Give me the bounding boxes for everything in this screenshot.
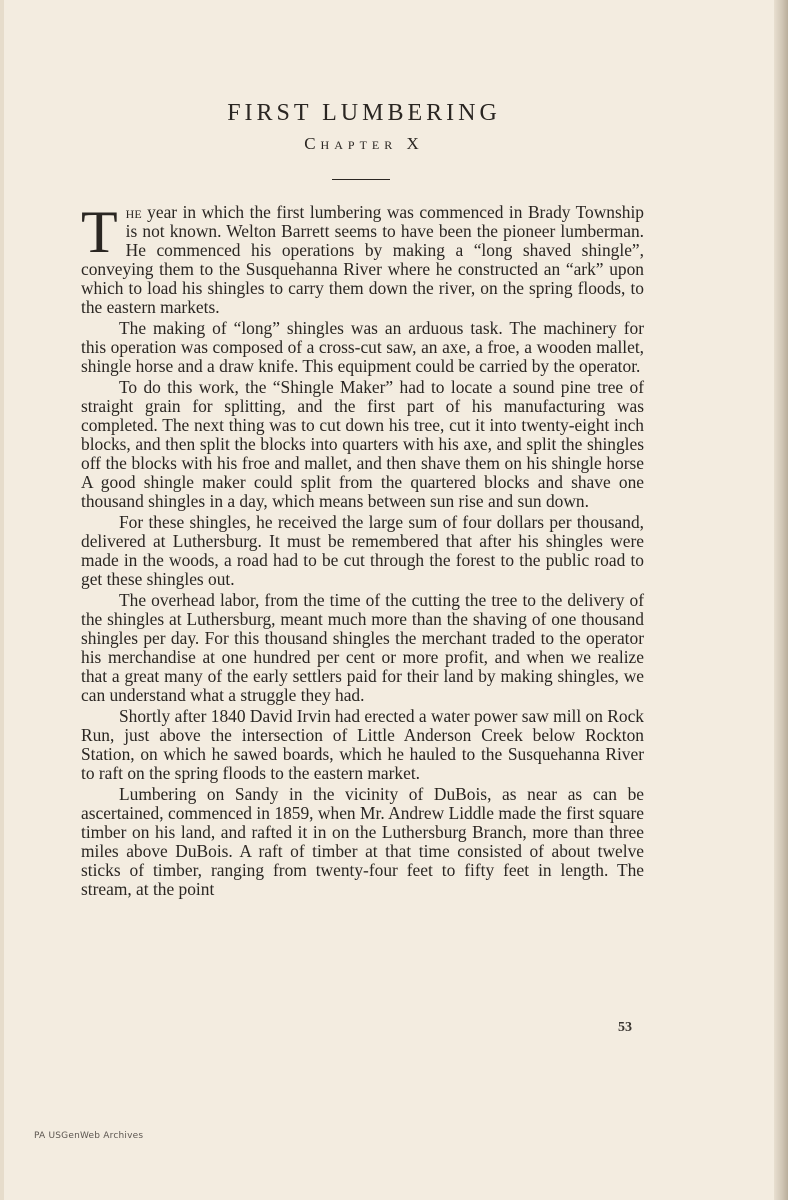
chapter-number: Chapter X bbox=[304, 134, 424, 153]
title-divider bbox=[332, 179, 390, 180]
paragraph-5: The overhead labor, from the time of the cutting the tree to the delivery of the shingles at Luthersburg, meant much more than the shaving of one thousand shingles per day. For this thousand shingles the merchant traded to the operator his merchandise at one hundred per cent or more profit, and when we realize that a great many of the early settlers paid for their land by making shingles, we can understand what a struggle they had. bbox=[81, 589, 644, 706]
paragraph-1 bbox=[81, 199, 644, 318]
book-spine-edge bbox=[774, 0, 788, 1200]
page-number: 53 bbox=[618, 1020, 632, 1035]
paragraph-2: The making of “long” shingles was an arduous task. The machinery for this operation was composed of a cross-cut saw, an axe, a froe, a wooden mallet, shingle horse and a draw knife. This equipment could be carried by the operator. bbox=[81, 318, 644, 377]
paragraph-4: For these shingles, he received the large sum of four dollars per thousand, delivered at Luthersburg. It must be remembered that after his shingles were made in the woods, a road had to be cut through the forest to the public road to get these shingles out. bbox=[81, 512, 644, 590]
paragraph-1-text: year in which the first lumbering was commenced in Brady Township is not known. Welton Barrett seems to have been the pioneer lumberman. He commenced his operations by making a “long shaved shingle”, conveying them to the Susquehanna River where he constructed an “ark” upon which to load his shingles to carry them down the river, on the spring floods, to the eastern markets. bbox=[81, 202, 644, 318]
paragraph-3: To do this work, the “Shingle Maker” had to locate a sound pine tree of straight grain for splitting, and the first part of his manufacturing was completed. The next thing was to cut down his tree, cut it into twenty-eight inch blocks, and then split the blocks into quarters with his axe, and split the shingles off the blocks with his froe and mallet, and then shave them on his shingle horse A good shingle maker could split from the quartered blocks and shave one thousand shingles in a day, which means between sun rise and sun down. bbox=[81, 376, 644, 512]
page-left-edge bbox=[0, 0, 4, 1200]
paragraph-6: Shortly after 1840 David Irvin had erected a water power saw mill on Rock Run, just above the intersection of Little Anderson Creek below Rockton Station, on which he sawed boards, which he hauled to the Susquehanna River to raft on the spring floods to the eastern market. bbox=[81, 705, 644, 784]
archive-watermark: PA USGenWeb Archives bbox=[34, 1131, 144, 1141]
paragraph-7: Lumbering on Sandy in the vicinity of DuBois, as near as can be ascertained, commenced in 1859, when Mr. Andrew Liddle made the first square timber on his land, and rafted it in on the Luthersburg Branch, more than three miles above DuBois. A raft of timber at that time consisted of about twelve sticks of timber, ranging from twenty-four feet to fifty feet in length. The stream, at the point bbox=[81, 783, 644, 900]
drop-cap: T bbox=[81, 199, 118, 265]
chapter-body bbox=[81, 199, 644, 901]
first-word-small-caps: he bbox=[125, 202, 142, 222]
chapter-title: FIRST LUMBERING bbox=[227, 100, 501, 126]
